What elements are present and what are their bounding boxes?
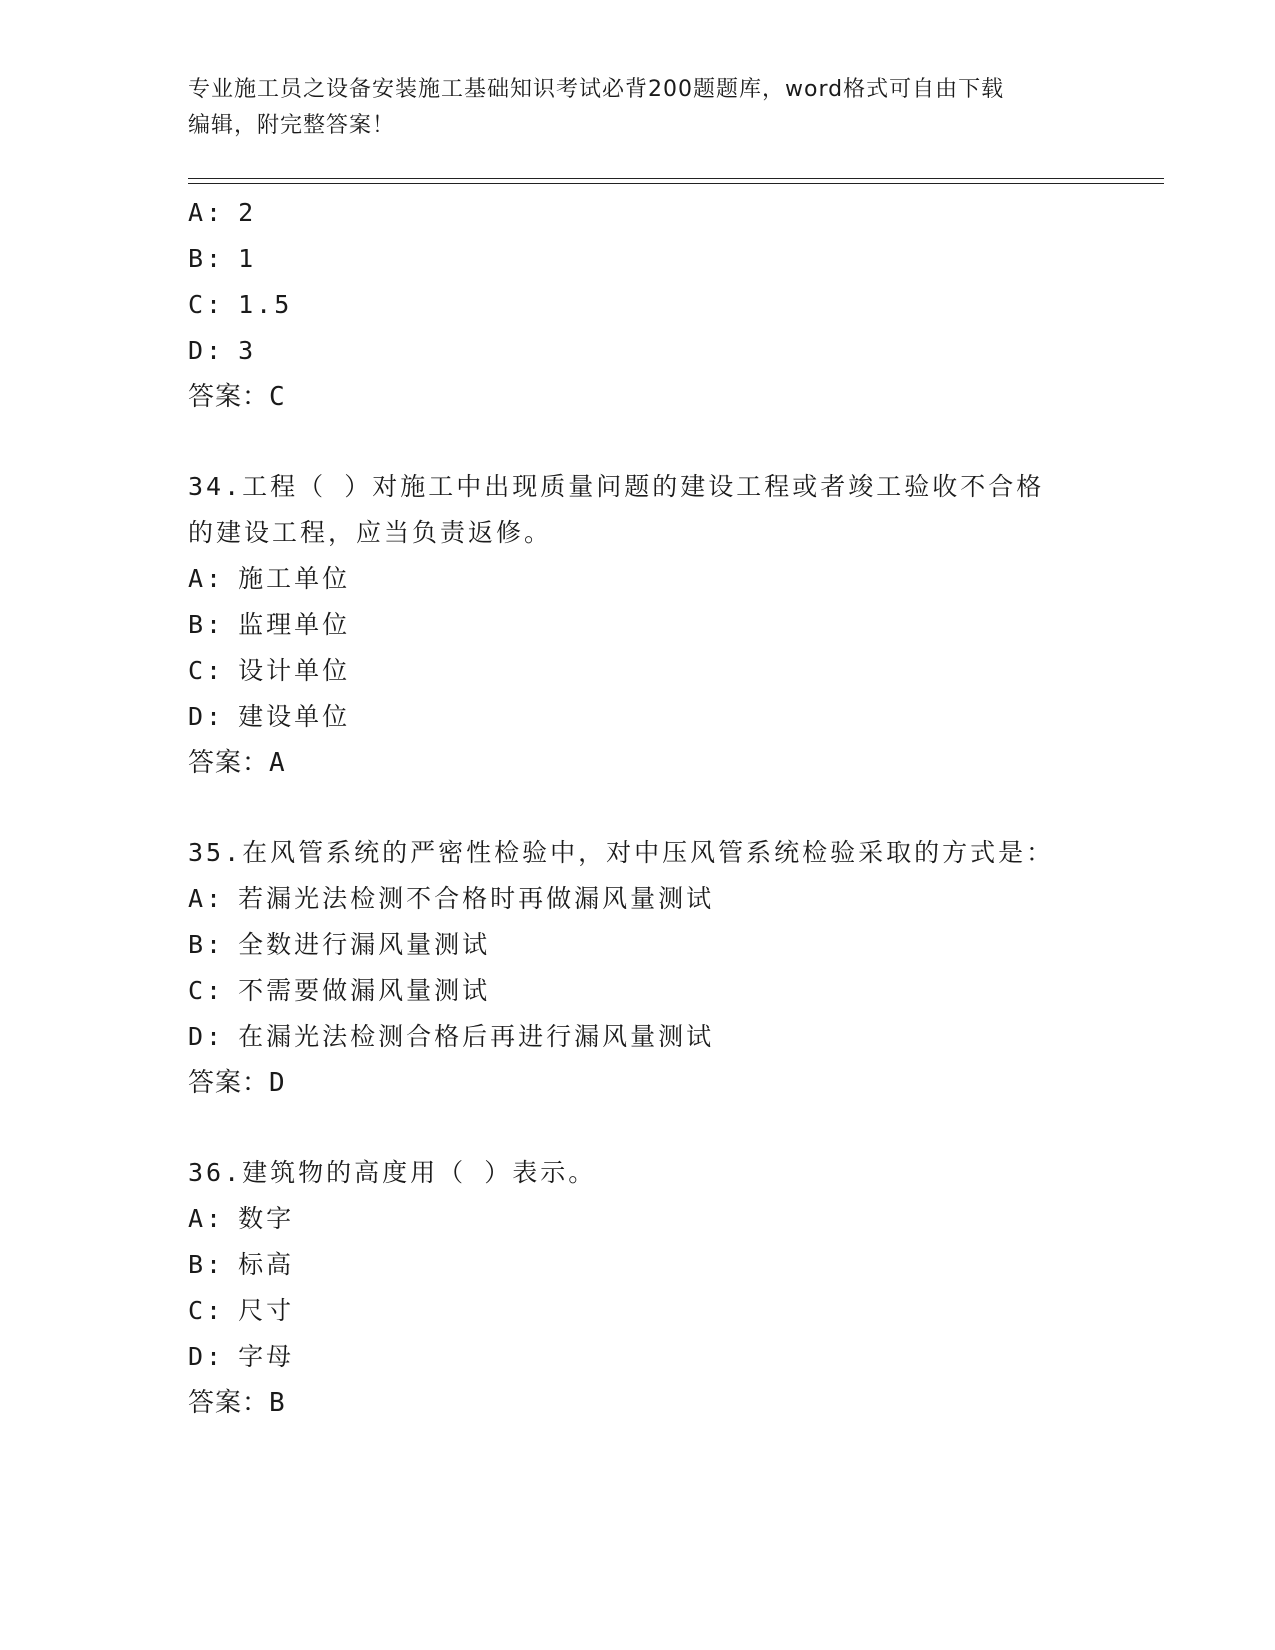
option-c: C: 尺寸	[188, 1296, 295, 1325]
option-a: A: 施工单位	[188, 564, 351, 593]
document-header	[188, 72, 1088, 144]
option-d: D: 建设单位	[188, 702, 351, 731]
question-stem: 34.工程（ ）对施工中出现质量问题的建设工程或者竣工验收不合格 的建设工程，应当负责返修。	[188, 472, 1045, 547]
answer: 答案：D	[188, 1068, 286, 1098]
option-d: D: 在漏光法检测合格后再进行漏风量测试	[188, 1022, 715, 1051]
question-36	[188, 1150, 1148, 1426]
header-title-line-1: 专业施工员之设备安装施工基础知识考试必背200题题库，word格式可自由下载	[188, 77, 1005, 102]
option-c: C: 1.5	[188, 290, 293, 319]
question-stem: 36.建筑物的高度用（ ）表示。	[188, 1158, 597, 1187]
header-divider-top	[188, 178, 1164, 179]
answer: 答案：C	[188, 382, 286, 412]
option-a: A: 若漏光法检测不合格时再做漏风量测试	[188, 884, 715, 913]
option-b: B: 1	[188, 244, 257, 273]
header-divider-bottom	[188, 183, 1164, 184]
option-b: B: 监理单位	[188, 610, 351, 639]
answer: 答案：B	[188, 1388, 286, 1418]
answer: 答案：A	[188, 748, 286, 778]
question-list	[188, 190, 1148, 1426]
question-34	[188, 464, 1148, 786]
question-33	[188, 190, 1148, 420]
question-stem: 35.在风管系统的严密性检验中，对中压风管系统检验采取的方式是：	[188, 838, 1055, 867]
option-b: B: 全数进行漏风量测试	[188, 930, 491, 959]
option-c: C: 设计单位	[188, 656, 351, 685]
option-d: D: 3	[188, 336, 257, 365]
option-b: B: 标高	[188, 1250, 295, 1279]
question-35	[188, 830, 1148, 1106]
option-a: A: 2	[188, 198, 257, 227]
option-c: C: 不需要做漏风量测试	[188, 976, 491, 1005]
option-d: D: 字母	[188, 1342, 295, 1371]
header-title-line-2: 编辑，附完整答案！	[188, 113, 396, 138]
option-a: A: 数字	[188, 1204, 295, 1233]
